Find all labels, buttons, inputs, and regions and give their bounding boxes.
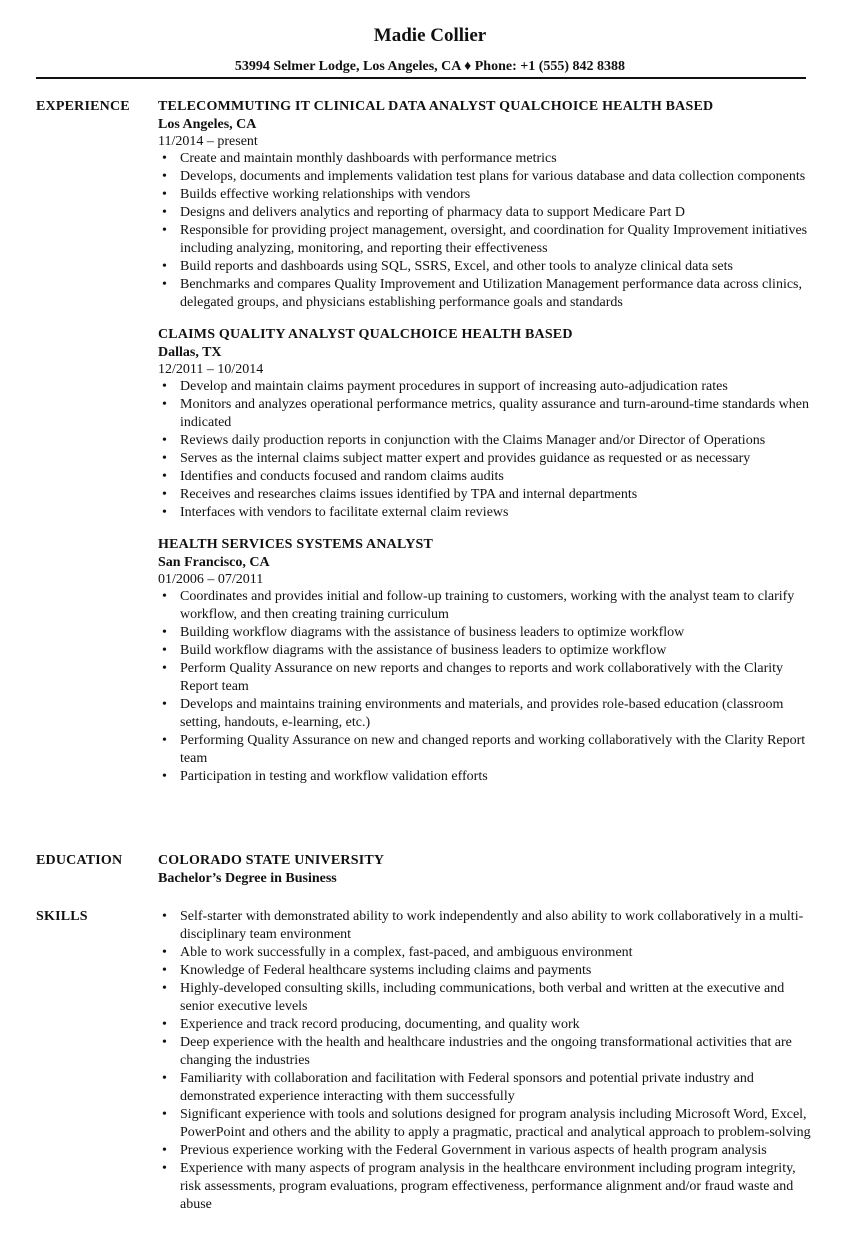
bullet-item: • Responsible for providing project management, oversight, and coordination for Quality Improvement initiatives including analyzing, monitoring, and reporting their effectiveness — [158, 222, 813, 258]
bullet-item: • Develop and maintain claims payment procedures in support of increasing auto-adjudication rates — [158, 378, 813, 396]
bullet-item: • Participation in testing and workflow validation efforts — [158, 768, 813, 786]
candidate-name: Madie Collier — [373, 25, 487, 46]
section-label-education: EDUCATION — [36, 853, 123, 868]
bullet-item: • Building workflow diagrams with the assistance of business leaders to optimize workflow — [158, 624, 813, 642]
job-entry — [158, 536, 813, 786]
job-location: Dallas, TX — [158, 345, 222, 360]
bullet-item: • Build reports and dashboards using SQL, SSRS, Excel, and other tools to analyze clinical data sets — [158, 258, 813, 276]
job-title: CLAIMS QUALITY ANALYST QUALCHOICE HEALTH BASED — [158, 327, 573, 342]
bullet-item: • Serves as the internal claims subject matter expert and provides guidance as requested or as necessary — [158, 450, 813, 468]
bullet-item: • Create and maintain monthly dashboards with performance metrics — [158, 150, 813, 168]
bullet-item: • Perform Quality Assurance on new reports and changes to reports and work collaboratively with the Clarity Report team — [158, 660, 813, 696]
bullet-item: • Performing Quality Assurance on new and changed reports and working collaboratively with the Clarity Report team — [158, 732, 813, 768]
school-name: COLORADO STATE UNIVERSITY — [158, 853, 385, 868]
bullet-item: • Builds effective working relationships with vendors — [158, 186, 813, 204]
bullet-item: • Build workflow diagrams with the assistance of business leaders to optimize workflow — [158, 642, 813, 660]
skill-item: • Experience with many aspects of program analysis in the healthcare environment including program integrity, risk assessments, program evaluations, program effectiveness, performance alignment and/or fraud waste and abuse — [158, 1160, 813, 1214]
skill-item: • Highly-developed consulting skills, including communications, both verbal and written at the executive and senior executive levels — [158, 980, 813, 1016]
skill-item: • Previous experience working with the Federal Government in various aspects of health program analysis — [158, 1142, 813, 1160]
bullet-item: • Develops and maintains training environments and materials, and provides role-based education (classroom setting, handouts, e-learning, etc.) — [158, 696, 813, 732]
job-bullets — [158, 150, 813, 312]
header-divider — [36, 77, 806, 79]
job-title: TELECOMMUTING IT CLINICAL DATA ANALYST QUALCHOICE HEALTH BASED — [158, 99, 714, 114]
skill-item: • Deep experience with the health and healthcare industries and the ongoing transformational activities that are changing the industries — [158, 1034, 813, 1070]
job-dates: 11/2014 – present — [158, 134, 258, 149]
bullet-item: • Develops, documents and implements validation test plans for various database and data collection components — [158, 168, 813, 186]
skills-list — [158, 908, 813, 1214]
job-dates: 01/2006 – 07/2011 — [158, 572, 264, 587]
skill-bullets — [158, 908, 813, 1214]
job-entry — [158, 98, 813, 312]
experience-list — [158, 98, 813, 800]
bullet-item: • Coordinates and provides initial and follow-up training to customers, working with the analyst team to clarify workflow, and then creating training curriculum — [158, 588, 813, 624]
bullet-item: • Reviews daily production reports in conjunction with the Claims Manager and/or Director of Operations — [158, 432, 813, 450]
skill-item: • Significant experience with tools and solutions designed for program analysis including Microsoft Word, Excel, PowerPoint and others and the ability to apply a pragmatic, practical and analytical approach to problem-solving — [158, 1106, 813, 1142]
bullet-item: • Receives and researches claims issues identified by TPA and internal departments — [158, 486, 813, 504]
section-label-skills: SKILLS — [36, 909, 88, 924]
section-label-experience: EXPERIENCE — [36, 99, 130, 114]
job-title: HEALTH SERVICES SYSTEMS ANALYST — [158, 537, 434, 552]
degree-name: Bachelor’s Degree in Business — [158, 871, 337, 886]
bullet-item: • Benchmarks and compares Quality Improvement and Utilization Management performance data across clinics, delegated groups, and physicians establishing performance goals and standards — [158, 276, 813, 312]
education-entry — [158, 852, 813, 888]
bullet-item: • Interfaces with vendors to facilitate external claim reviews — [158, 504, 813, 522]
job-location: Los Angeles, CA — [158, 117, 257, 132]
skill-item: • Familiarity with collaboration and facilitation with Federal sponsors and potential private industry and demonstrated experience interacting with them successfully — [158, 1070, 813, 1106]
bullet-item: • Designs and delivers analytics and reporting of pharmacy data to support Medicare Part D — [158, 204, 813, 222]
contact-line: 53994 Selmer Lodge, Los Angeles, CA ♦ Phone: +1 (555) 842 8388 — [234, 59, 626, 74]
skill-item: • Self-starter with demonstrated ability to work independently and also ability to work collaboratively in a multi-disciplinary team environment — [158, 908, 813, 944]
skill-item: • Experience and track record producing, documenting, and quality work — [158, 1016, 813, 1034]
job-entry — [158, 326, 813, 522]
job-bullets — [158, 588, 813, 786]
job-dates: 12/2011 – 10/2014 — [158, 362, 264, 377]
skill-item: • Knowledge of Federal healthcare systems including claims and payments — [158, 962, 813, 980]
job-bullets — [158, 378, 813, 522]
job-location: San Francisco, CA — [158, 555, 270, 570]
skill-item: • Able to work successfully in a complex, fast-paced, and ambiguous environment — [158, 944, 813, 962]
bullet-item: • Identifies and conducts focused and random claims audits — [158, 468, 813, 486]
bullet-item: • Monitors and analyzes operational performance metrics, quality assurance and turn-around-time standards when indicated — [158, 396, 813, 432]
